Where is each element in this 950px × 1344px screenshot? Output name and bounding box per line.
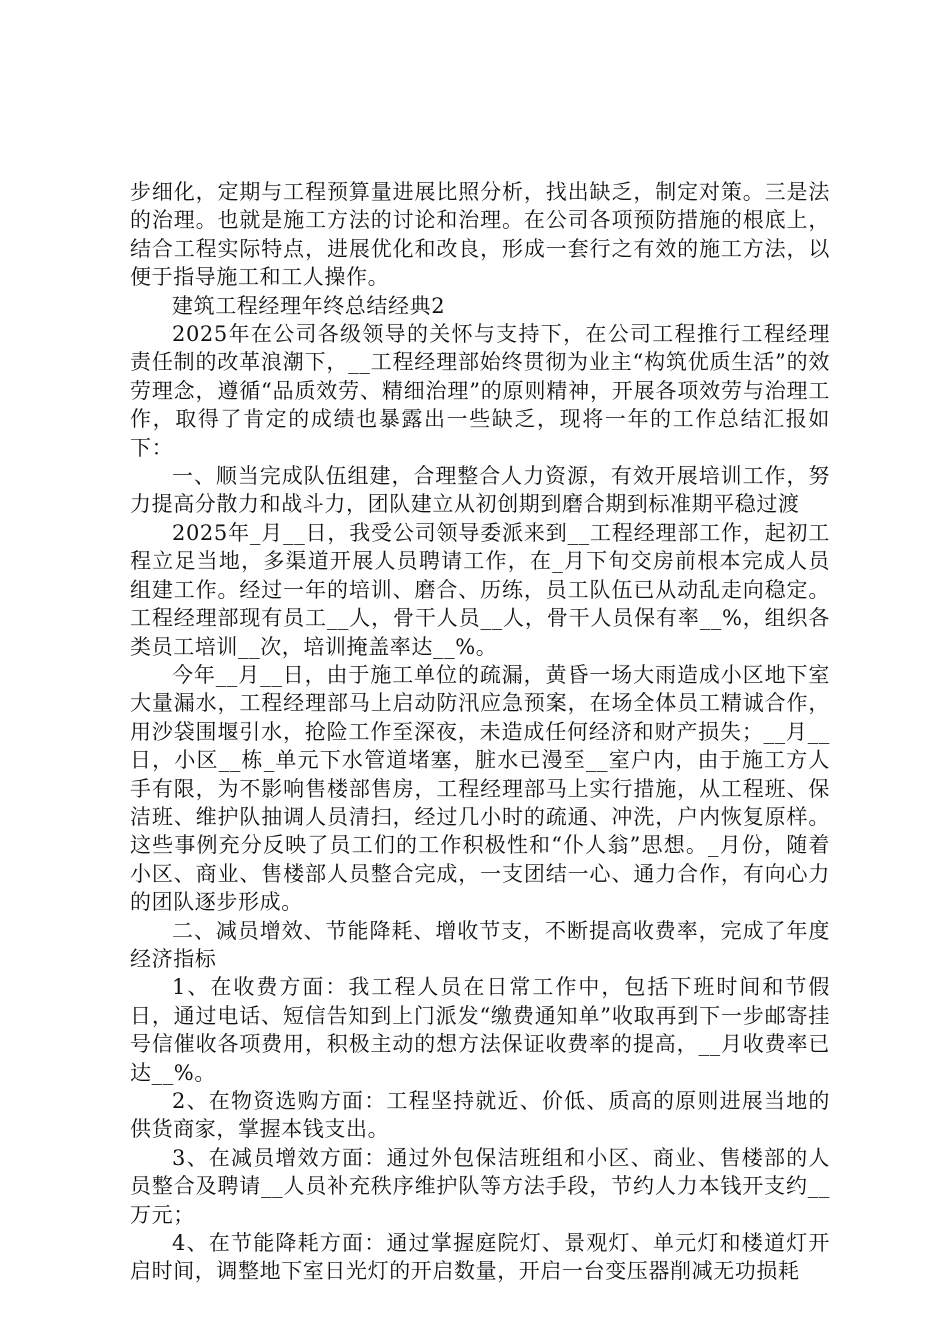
- item-energy: 4、在节能降耗方面：通过掌握庭院灯、景观灯、单元灯和楼道灯开启时间，调整地下室日光灯的开启数量，开启一台变压器削减无功损耗: [130, 1231, 830, 1284]
- heading-one: 一、顺当完成队伍组建，合理整合人力资源，有效开展培训工作，努力提高分散力和战斗力，团队建立从初创期到磨合期到标准期平稳过渡: [130, 464, 830, 517]
- paragraph-intro: 2025年在公司各级领导的关怀与支持下，在公司工程推行工程经理责任制的改革浪潮下，__工程经理部始终贯彻为业主“构筑优质生活”的效劳理念，遵循“品质效劳、精细治理”的原则精神，开展各项效劳与治理工作，取得了肯定的成绩也暴露出一些缺乏，现将一年的工作总结汇报如下：: [130, 322, 830, 460]
- item-purchasing: 2、在物资选购方面：工程坚持就近、价低、质高的原则进展当地的供货商家，掌握本钱支出。: [130, 1089, 830, 1142]
- heading-two: 二、减员增效、节能降耗、增收节支，不断提高收费率，完成了年度经济指标: [130, 918, 830, 971]
- paragraph-team-building: 2025年_月__日，我受公司领导委派来到__工程经理部工作，起初工程立足当地，多渠道开展人员聘请工作，在_月下旬交房前根本完成人员组建工作。经过一年的培训、磨合、历练，员工队伍已从动乱走向稳定。工程经理部现有员工__人，骨干人员__人，骨干人员保有率__%，组织各类员工培训__次，培训掩盖率达__%。: [130, 520, 830, 659]
- document-body: [130, 178, 830, 1286]
- section-title: 建筑工程经理年终总结经典2: [172, 293, 446, 318]
- paragraph-emergency: 今年__月__日，由于施工单位的疏漏，黄昏一场大雨造成小区地下室大量漏水，工程经理部马上启动防汛应急预案，在场全体员工精诚合作，用沙袋围堰引水，抢险工作至深夜，未造成任何经济和财产损失；__月__日，小区__栋_单元下水管道堵塞，脏水已漫至__室户内，由于施工方人手有限，为不影响售楼部售房，工程经理部马上实行措施，从工程班、保洁班、维护队抽调人员清扫，经过几小时的疏通、冲洗，户内恢复原样。这些事例充分反映了员工们的工作积极性和“仆人翁”思想。_月份，随着小区、商业、售楼部人员整合完成，一支团结一心、通力合作，有向心力的团队逐步形成。: [130, 662, 830, 915]
- paragraph-1: 步细化，定期与工程预算量进展比照分析，找出缺乏，制定对策。三是法的治理。也就是施工方法的讨论和治理。在公司各项预防措施的根底上，结合工程实际特点，进展优化和改良，形成一套行之有效的施工方法，以便于指导施工和工人操作。: [130, 180, 830, 290]
- item-fees: 1、在收费方面：我工程人员在日常工作中，包括下班时间和节假日，通过电话、短信告知到上门派发“缴费通知单”收取再到下一步邮寄挂号信催收各项费用，积极主动的想方法保证收费率的提高，__月收费率已达__%。: [130, 975, 830, 1085]
- item-staffing: 3、在减员增效方面：通过外包保洁班组和小区、商业、售楼部的人员整合及聘请__人员补充秩序维护队等方法手段，节约人力本钱开支约__万元；: [130, 1145, 830, 1227]
